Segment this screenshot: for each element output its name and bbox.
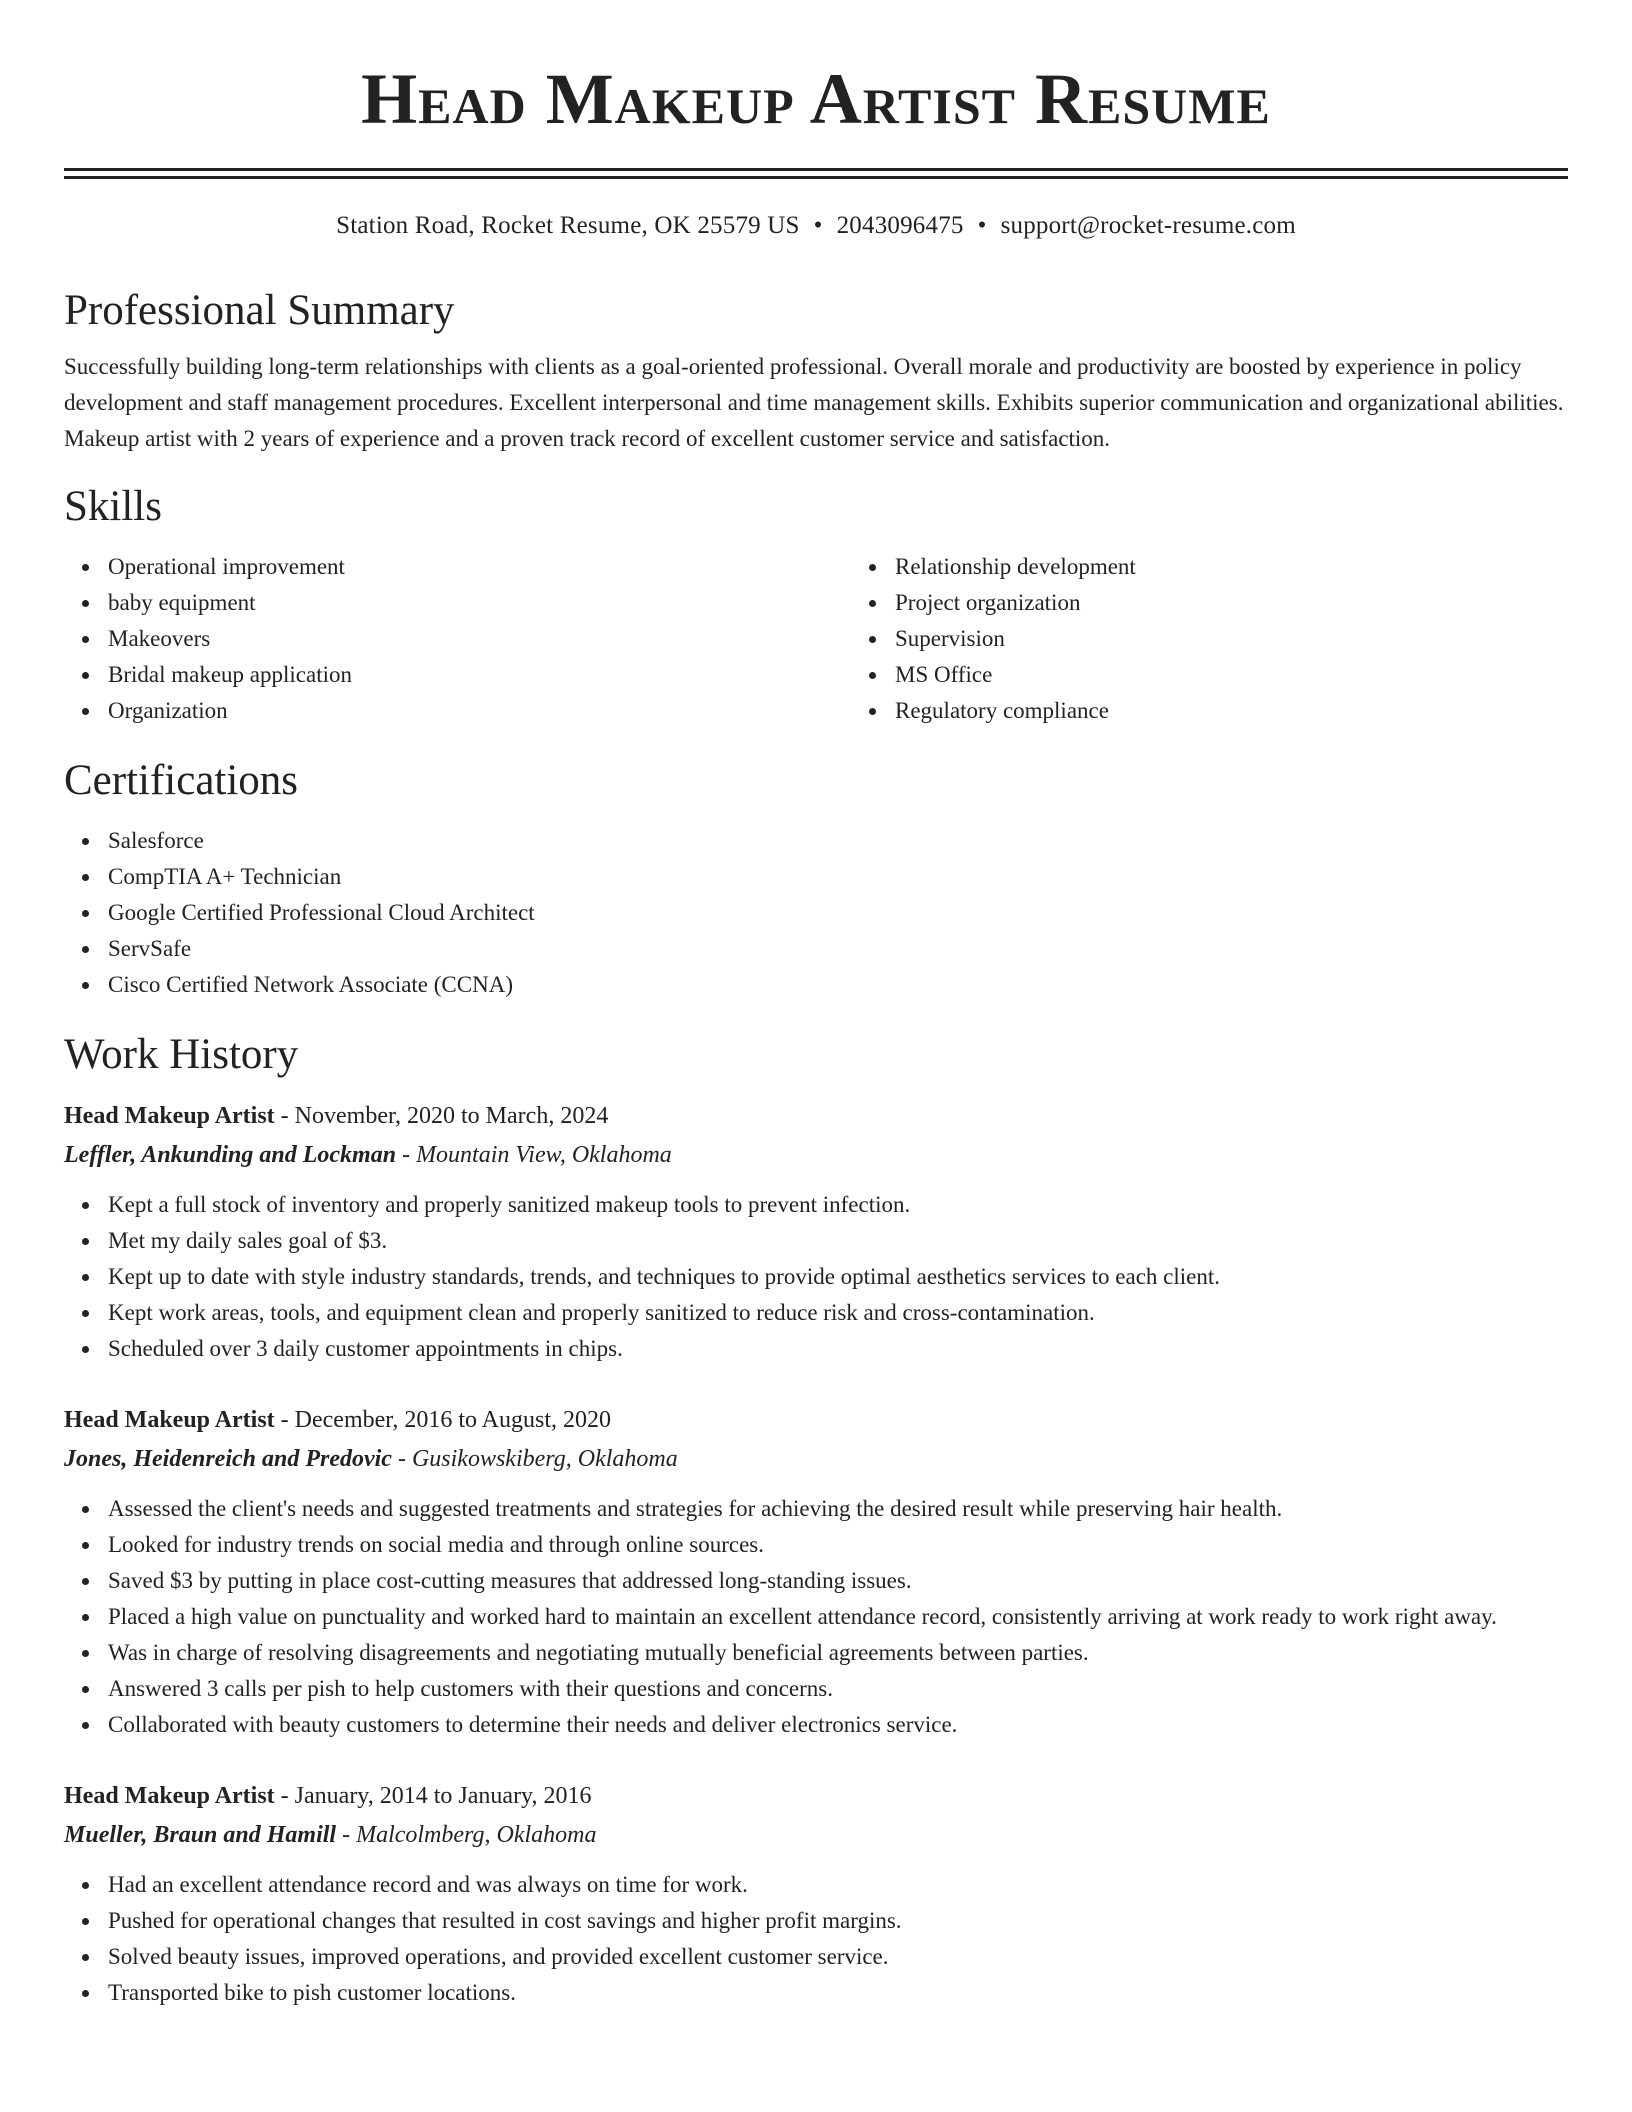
list-item: Kept work areas, tools, and equipment clean and properly sanitized to reduce risk and cross-contamination. [108,1295,1568,1331]
contact-separator: • [977,212,987,239]
job-location: Mountain View, Oklahoma [416,1142,672,1168]
list-item: ServSafe [108,931,1568,967]
job-dates: December, 2016 to August, 2020 [294,1407,611,1433]
skills-section [64,481,1568,729]
job-dates: January, 2014 to January, 2016 [294,1783,592,1809]
job-title: Head Makeup Artist [64,1407,275,1433]
resume-title: Head Makeup Artist Resume [361,59,1271,139]
skills-list-right [851,549,1632,729]
list-item: Transported bike to pish customer locations. [108,1975,1568,2011]
certifications-section [64,755,1568,1003]
job-title-line [64,1401,1568,1440]
job-separator: - [391,1446,412,1472]
job-title: Head Makeup Artist [64,1783,275,1809]
job-company: Mueller, Braun and Hamill [64,1822,337,1848]
work-history-section [64,1029,1568,2011]
job-bullets [64,1187,1568,1367]
list-item: Regulatory compliance [895,693,1632,729]
job-entry [64,1777,1568,2011]
list-item: Saved $3 by putting in place cost-cutting measures that addressed long-standing issues. [108,1563,1568,1599]
contact-email: support@rocket-resume.com [1000,212,1296,239]
list-item: Assessed the client's needs and suggested treatments and strategies for achieving the desired result while preserving hair health. [108,1491,1568,1527]
job-location: Malcolmberg, Oklahoma [356,1822,597,1848]
list-item: Supervision [895,621,1632,657]
section-heading: Professional Summary [64,287,455,334]
list-item: CompTIA A+ Technician [108,859,1568,895]
title-double-rule [64,168,1568,179]
contact-separator: • [813,212,823,239]
summary-text: Successfully building long-term relationships with clients as a goal-oriented professional. Overall morale and productivity are boosted by experience in policy development and staff management procedures. Excellent interpersonal and time management skills. Exhibits superior communication and organizational abilities. Makeup artist with 2 years of experience and a proven track record of excellent customer service and satisfaction. [64,354,1564,451]
job-entry [64,1097,1568,1367]
list-item: baby equipment [108,585,851,621]
job-company: Leffler, Ankunding and Lockman [64,1142,397,1168]
job-entry [64,1401,1568,1743]
list-item: Collaborated with beauty customers to determine their needs and deliver electronics service. [108,1707,1568,1743]
professional-summary-section [64,285,1568,457]
list-item: Salesforce [108,823,1568,859]
job-title-line [64,1777,1568,1816]
list-item: Bridal makeup application [108,657,851,693]
list-item: Kept a full stock of inventory and properly sanitized makeup tools to prevent infection. [108,1187,1568,1223]
list-item: Was in charge of resolving disagreements and negotiating mutually beneficial agreements between parties. [108,1635,1568,1671]
job-dates: November, 2020 to March, 2024 [294,1103,609,1129]
contact-phone: 2043096475 [836,212,964,239]
list-item: Pushed for operational changes that resulted in cost savings and higher profit margins. [108,1903,1568,1939]
job-company-line [64,1136,1568,1175]
job-company-line [64,1816,1568,1855]
contact-line [64,209,1568,243]
list-item: Had an excellent attendance record and was always on time for work. [108,1867,1568,1903]
list-item: Placed a high value on punctuality and worked hard to maintain an excellent attendance record, consistently arriving at work ready to work right away. [108,1599,1568,1635]
certifications-list [64,823,1568,1003]
skills-columns [64,549,1568,729]
list-item: Makeovers [108,621,851,657]
list-item: Kept up to date with style industry standards, trends, and techniques to provide optimal aesthetics services to each client. [108,1259,1568,1295]
section-heading: Skills [64,483,162,530]
list-item: Looked for industry trends on social media and through online sources. [108,1527,1568,1563]
list-item: MS Office [895,657,1632,693]
section-heading: Work History [64,1031,299,1078]
list-item: Operational improvement [108,549,851,585]
list-item: Google Certified Professional Cloud Architect [108,895,1568,931]
job-bullets [64,1867,1568,2011]
list-item: Cisco Certified Network Associate (CCNA) [108,967,1568,1003]
section-heading: Certifications [64,757,299,804]
job-separator: - [274,1783,295,1809]
list-item: Scheduled over 3 daily customer appointments in chips. [108,1331,1568,1367]
job-company: Jones, Heidenreich and Predovic [64,1446,392,1472]
job-separator: - [396,1142,417,1168]
job-company-line [64,1440,1568,1479]
contact-address: Station Road, Rocket Resume, OK 25579 US [336,212,800,239]
skills-list-left [64,549,851,729]
list-item: Organization [108,693,851,729]
job-title-line [64,1097,1568,1136]
list-item: Solved beauty issues, improved operations, and provided excellent customer service. [108,1939,1568,1975]
job-separator: - [336,1822,357,1848]
job-title: Head Makeup Artist [64,1103,275,1129]
job-location: Gusikowskiberg, Oklahoma [411,1446,678,1472]
list-item: Project organization [895,585,1632,621]
list-item: Answered 3 calls per pish to help customers with their questions and concerns. [108,1671,1568,1707]
job-separator: - [274,1407,295,1433]
resume-page [64,0,1568,2011]
list-item: Met my daily sales goal of $3. [108,1223,1568,1259]
job-separator: - [274,1103,295,1129]
list-item: Relationship development [895,549,1632,585]
job-bullets [64,1491,1568,1743]
